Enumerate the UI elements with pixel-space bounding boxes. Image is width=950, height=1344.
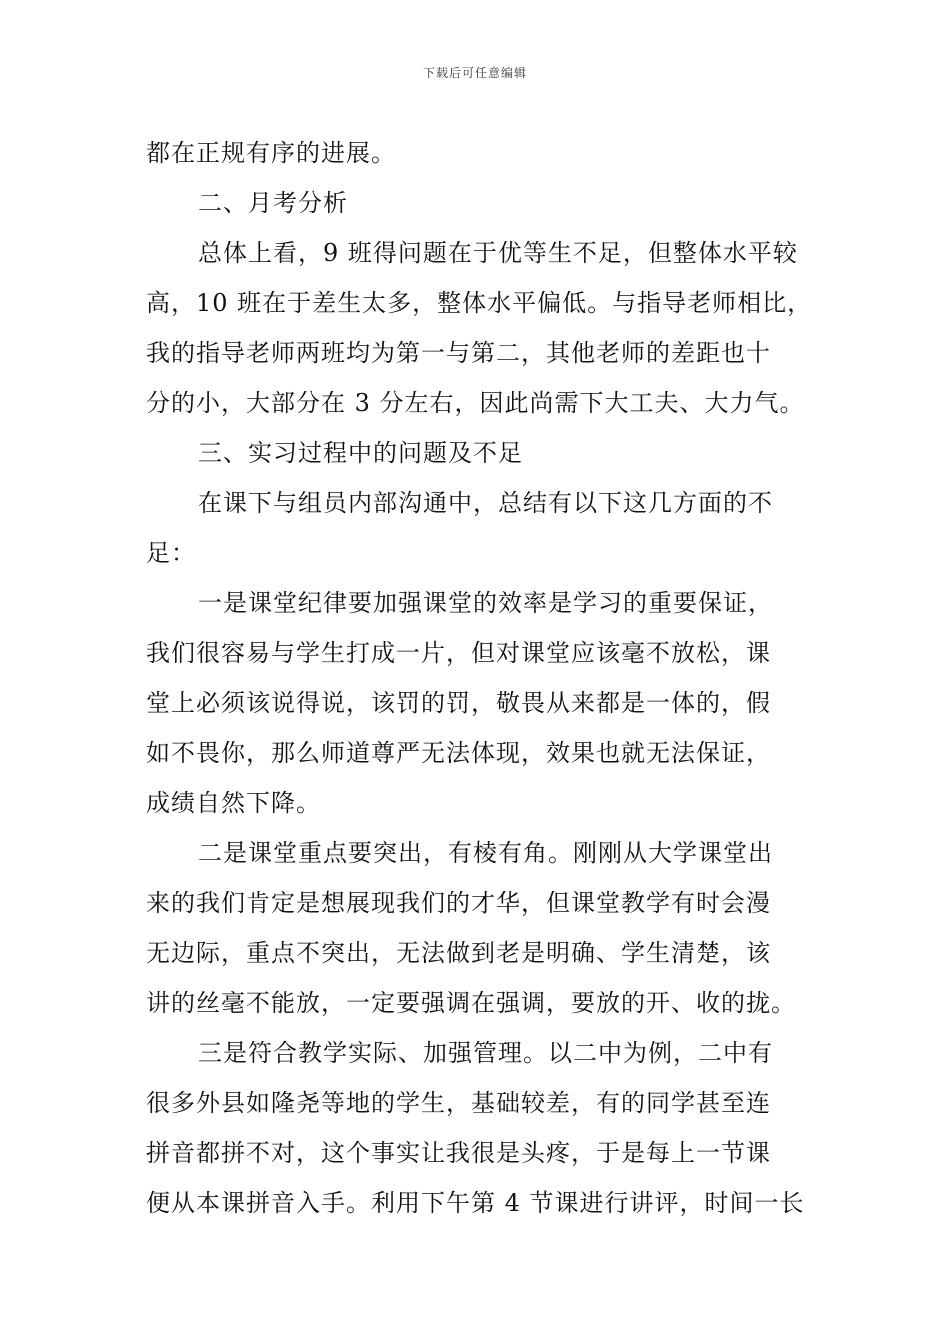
text-line: 在课下与组员内部沟通中，总结有以下这几方面的不 bbox=[198, 489, 773, 517]
text-line: 我们很容易与学生打成一片，但对课堂应该毫不放松，课 bbox=[146, 639, 771, 667]
text-line: 无边际，重点不突出，无法做到老是明确、学生清楚，该 bbox=[146, 939, 771, 967]
document-body bbox=[146, 128, 826, 1228]
section-heading: 二、月考分析 bbox=[198, 189, 348, 217]
text-line: 很多外县如隆尧等地的学生，基础较差，有的同学甚至连 bbox=[146, 1089, 771, 1117]
text-line: 二是课堂重点要突出，有棱有角。刚刚从大学课堂出 bbox=[198, 839, 773, 867]
text-line: 一是课堂纪律要加强课堂的效率是学习的重要保证， bbox=[198, 589, 773, 617]
text-line: 都在正规有序的进展。 bbox=[146, 139, 396, 167]
text-line: 我的指导老师两班均为第一与第二，其他老师的差距也十 bbox=[146, 339, 771, 367]
text-line: 成绩自然下降。 bbox=[146, 789, 321, 817]
page-header: 下载后可任意编辑 bbox=[422, 66, 527, 80]
text-line: 总体上看，9 班得问题在于优等生不足，但整体水平较 bbox=[198, 239, 798, 267]
text-line: 如不畏你，那么师道尊严无法体现，效果也就无法保证， bbox=[146, 739, 771, 767]
text-line: 堂上必须该说得说，该罚的罚，敬畏从来都是一体的，假 bbox=[146, 689, 771, 717]
text-line: 讲的丝毫不能放，一定要强调在强调，要放的开、收的拢。 bbox=[146, 989, 796, 1017]
text-line: 来的我们肯定是想展现我们的才华，但课堂教学有时会漫 bbox=[146, 889, 771, 917]
text-line: 三是符合教学实际、加强管理。以二中为例，二中有 bbox=[198, 1039, 773, 1067]
text-line: 便从本课拼音入手。利用下午第 4 节课进行讲评，时间一长 bbox=[146, 1189, 805, 1217]
text-line: 高，10 班在于差生太多，整体水平偏低。与指导老师相比， bbox=[146, 289, 813, 317]
text-line: 拼音都拼不对，这个事实让我很是头疼，于是每上一节课 bbox=[146, 1139, 771, 1167]
text-line: 足： bbox=[146, 539, 196, 567]
section-heading: 三、实习过程中的问题及不足 bbox=[198, 439, 523, 467]
text-line: 分的小，大部分在 3 分左右，因此尚需下大工夫、大力气。 bbox=[146, 389, 805, 417]
